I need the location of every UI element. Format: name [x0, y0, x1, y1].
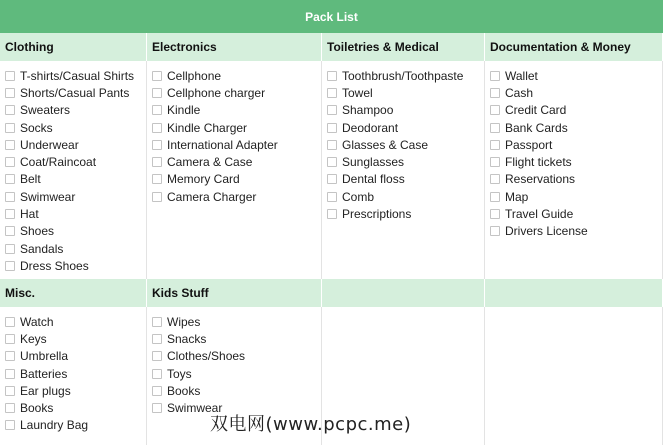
checkbox[interactable] — [152, 105, 162, 115]
checklist-item[interactable] — [0, 153, 146, 170]
checkbox[interactable] — [490, 192, 500, 202]
checkbox[interactable] — [5, 209, 15, 219]
checklist-item[interactable] — [0, 399, 146, 416]
checklist-item[interactable] — [0, 348, 146, 365]
checklist-item-label: Travel Guide — [505, 207, 574, 222]
category-header-clothing: Clothing — [0, 33, 147, 61]
checklist-item-label: Books — [20, 401, 54, 416]
checkbox[interactable] — [152, 351, 162, 361]
checklist-item-label: Keys — [20, 331, 47, 346]
checkbox[interactable] — [490, 157, 500, 167]
checklist-item[interactable] — [147, 153, 321, 170]
checkbox[interactable] — [327, 209, 337, 219]
category-header-toiletries-medical: Toiletries & Medical — [322, 33, 485, 61]
checklist-item-label: Bank Cards — [505, 120, 568, 135]
checklist-item-label: Shorts/Casual Pants — [20, 85, 130, 100]
category-header-kids-stuff: Kids Stuff — [147, 279, 322, 307]
checklist-item-label: Cellphone charger — [167, 85, 266, 100]
checklist-item-label: Shampoo — [342, 103, 394, 118]
checkbox[interactable] — [5, 420, 15, 430]
checklist-item-label: Toys — [167, 366, 192, 381]
checkbox[interactable] — [490, 71, 500, 81]
checklist-item-label: Snacks — [167, 331, 207, 346]
checkbox[interactable] — [5, 386, 15, 396]
checklist-item[interactable] — [147, 313, 321, 330]
checkbox[interactable] — [327, 123, 337, 133]
checklist-item[interactable] — [322, 102, 484, 119]
checklist-item[interactable] — [485, 223, 662, 240]
checklist-item[interactable] — [147, 188, 321, 205]
checklist-item[interactable] — [0, 67, 146, 84]
category-header-empty — [322, 279, 485, 307]
category-column-clothing — [0, 61, 147, 279]
checklist-item[interactable] — [147, 171, 321, 188]
checklist-item-label: Camera Charger — [167, 189, 257, 204]
category-header-electronics: Electronics — [147, 33, 322, 61]
checklist-item[interactable] — [322, 205, 484, 222]
checklist-item[interactable] — [0, 313, 146, 330]
checklist-item-label: Umbrella — [20, 349, 69, 364]
checklist-item-label: Toothbrush/Toothpaste — [342, 68, 464, 83]
checkbox[interactable] — [327, 88, 337, 98]
category-header-misc: Misc. — [0, 279, 147, 307]
checkbox[interactable] — [152, 174, 162, 184]
checklist-item[interactable] — [0, 205, 146, 222]
checkbox[interactable] — [327, 105, 337, 115]
checkbox[interactable] — [152, 317, 162, 327]
checklist-item[interactable] — [485, 171, 662, 188]
checklist-item-label: Shoes — [20, 224, 55, 239]
page-title: Pack List — [0, 0, 663, 33]
checkbox[interactable] — [152, 386, 162, 396]
checklist-item-label: Sunglasses — [342, 155, 405, 170]
checklist-item[interactable] — [485, 67, 662, 84]
checklist-item[interactable] — [147, 330, 321, 347]
watermark: 双电网(www.pcpc.me) — [210, 414, 412, 435]
checklist-item[interactable] — [0, 102, 146, 119]
checkbox[interactable] — [327, 174, 337, 184]
checklist-item-label: Swimwear — [167, 401, 223, 416]
checklist-item[interactable] — [147, 119, 321, 136]
checklist-item[interactable] — [485, 205, 662, 222]
checkbox[interactable] — [5, 244, 15, 254]
checkbox[interactable] — [5, 334, 15, 344]
checklist-item-label: International Adapter — [167, 137, 278, 152]
checklist-item[interactable] — [147, 102, 321, 119]
checklist-item-label: Prescriptions — [342, 207, 412, 222]
checkbox[interactable] — [327, 192, 337, 202]
checklist-item[interactable] — [322, 188, 484, 205]
checkbox[interactable] — [152, 88, 162, 98]
checklist-item[interactable] — [147, 67, 321, 84]
checkbox[interactable] — [5, 174, 15, 184]
checklist-item-label: Sandals — [20, 241, 64, 256]
checklist-item-label: Reservations — [505, 172, 576, 187]
checklist-item-label: Coat/Raincoat — [20, 155, 97, 170]
checklist-item-label: Socks — [20, 120, 53, 135]
checklist-item-label: Flight tickets — [505, 155, 572, 170]
checklist-item-label: T-shirts/Casual Shirts — [20, 68, 135, 83]
checklist-item-label: Kindle Charger — [167, 120, 248, 135]
checklist-item-label: Belt — [20, 172, 41, 187]
checklist-item-label: Credit Card — [505, 103, 567, 118]
checkbox[interactable] — [5, 369, 15, 379]
checklist-item[interactable] — [147, 136, 321, 153]
checklist-item-label: Cash — [505, 85, 534, 100]
checklist-item[interactable] — [485, 119, 662, 136]
checkbox[interactable] — [152, 140, 162, 150]
checklist-item-label: Batteries — [20, 366, 68, 381]
checklist-item[interactable] — [0, 382, 146, 399]
checklist-item-label: Drivers License — [505, 224, 588, 239]
checklist-item[interactable] — [0, 240, 146, 257]
checkbox[interactable] — [152, 157, 162, 167]
checklist-item[interactable] — [0, 171, 146, 188]
pack-list-sheet — [0, 33, 663, 445]
top-section-header — [0, 33, 663, 61]
checklist-item[interactable] — [485, 136, 662, 153]
checkbox[interactable] — [152, 369, 162, 379]
checklist-item-label: Watch — [20, 314, 54, 329]
checklist-item[interactable] — [0, 365, 146, 382]
checklist-item[interactable] — [322, 153, 484, 170]
checklist-item[interactable] — [322, 136, 484, 153]
checkbox[interactable] — [152, 403, 162, 413]
checklist-item-label: Swimwear — [20, 189, 76, 204]
checklist-item[interactable] — [485, 84, 662, 101]
checklist-item-label: Memory Card — [167, 172, 240, 187]
checklist-item-label: Clothes/Shoes — [167, 349, 246, 364]
checklist-item-label: Wipes — [167, 314, 201, 329]
checklist-item[interactable] — [322, 67, 484, 84]
checklist-item-label: Wallet — [505, 68, 538, 83]
checkbox[interactable] — [5, 192, 15, 202]
checklist-item-label: Books — [167, 383, 201, 398]
checkbox[interactable] — [5, 317, 15, 327]
checklist-item-label: Deodorant — [342, 120, 399, 135]
checklist-item-label: Cellphone — [167, 68, 222, 83]
checkbox[interactable] — [490, 123, 500, 133]
checklist-item[interactable] — [322, 119, 484, 136]
checklist-item[interactable] — [147, 348, 321, 365]
checklist-item[interactable] — [322, 171, 484, 188]
checkbox[interactable] — [5, 351, 15, 361]
category-column-misc — [0, 307, 147, 445]
checklist-item[interactable] — [0, 188, 146, 205]
checkbox[interactable] — [5, 261, 15, 271]
checkbox[interactable] — [5, 157, 15, 167]
checkbox[interactable] — [5, 88, 15, 98]
checklist-item-label: Map — [505, 189, 529, 204]
checklist-item[interactable] — [147, 365, 321, 382]
checkbox[interactable] — [5, 226, 15, 236]
checkbox[interactable] — [490, 140, 500, 150]
checkbox[interactable] — [490, 226, 500, 236]
checkbox[interactable] — [5, 71, 15, 81]
checklist-item[interactable] — [147, 382, 321, 399]
checklist-item[interactable] — [485, 188, 662, 205]
category-column-electronics — [147, 61, 322, 279]
checklist-item-label: Laundry Bag — [20, 418, 89, 433]
checkbox[interactable] — [152, 123, 162, 133]
checklist-item-label: Dental floss — [342, 172, 405, 187]
checkbox[interactable] — [152, 192, 162, 202]
checklist-item-label: Glasses & Case — [342, 137, 429, 152]
checklist-item-label: Camera & Case — [167, 155, 253, 170]
checklist-item-label: Towel — [342, 85, 373, 100]
checklist-item[interactable] — [0, 257, 146, 274]
checklist-item[interactable] — [0, 119, 146, 136]
checkbox[interactable] — [327, 71, 337, 81]
checklist-item[interactable] — [0, 417, 146, 434]
checklist-item[interactable] — [322, 84, 484, 101]
category-column-documentation-money — [485, 61, 663, 279]
checklist-item-label: Dress Shoes — [20, 258, 89, 273]
checklist-item[interactable] — [0, 330, 146, 347]
checkbox[interactable] — [490, 209, 500, 219]
category-header-empty — [485, 279, 663, 307]
checklist-item[interactable] — [147, 84, 321, 101]
category-column-toiletries-medical — [322, 61, 485, 279]
checkbox[interactable] — [5, 140, 15, 150]
checklist-item[interactable] — [485, 102, 662, 119]
checkbox[interactable] — [327, 157, 337, 167]
checklist-item-label: Comb — [342, 189, 375, 204]
top-section-body — [0, 61, 663, 279]
checkbox[interactable] — [490, 88, 500, 98]
checkbox[interactable] — [152, 71, 162, 81]
checkbox[interactable] — [490, 105, 500, 115]
checklist-item-label: Kindle — [167, 103, 201, 118]
checklist-item-label: Passport — [505, 137, 553, 152]
checklist-item[interactable] — [485, 153, 662, 170]
checkbox[interactable] — [5, 403, 15, 413]
checklist-item-label: Sweaters — [20, 103, 71, 118]
checkbox[interactable] — [5, 123, 15, 133]
checkbox[interactable] — [5, 105, 15, 115]
checklist-item-label: Underwear — [20, 137, 79, 152]
checklist-item[interactable] — [0, 223, 146, 240]
checklist-item[interactable] — [0, 136, 146, 153]
checkbox[interactable] — [152, 334, 162, 344]
checkbox[interactable] — [327, 140, 337, 150]
bottom-section-header — [0, 279, 663, 307]
checklist-item[interactable] — [0, 84, 146, 101]
checkbox[interactable] — [490, 174, 500, 184]
category-column-empty — [485, 307, 663, 445]
checklist-item-label: Ear plugs — [20, 383, 71, 398]
category-header-documentation-money: Documentation & Money — [485, 33, 663, 61]
checklist-item-label: Hat — [20, 207, 39, 222]
